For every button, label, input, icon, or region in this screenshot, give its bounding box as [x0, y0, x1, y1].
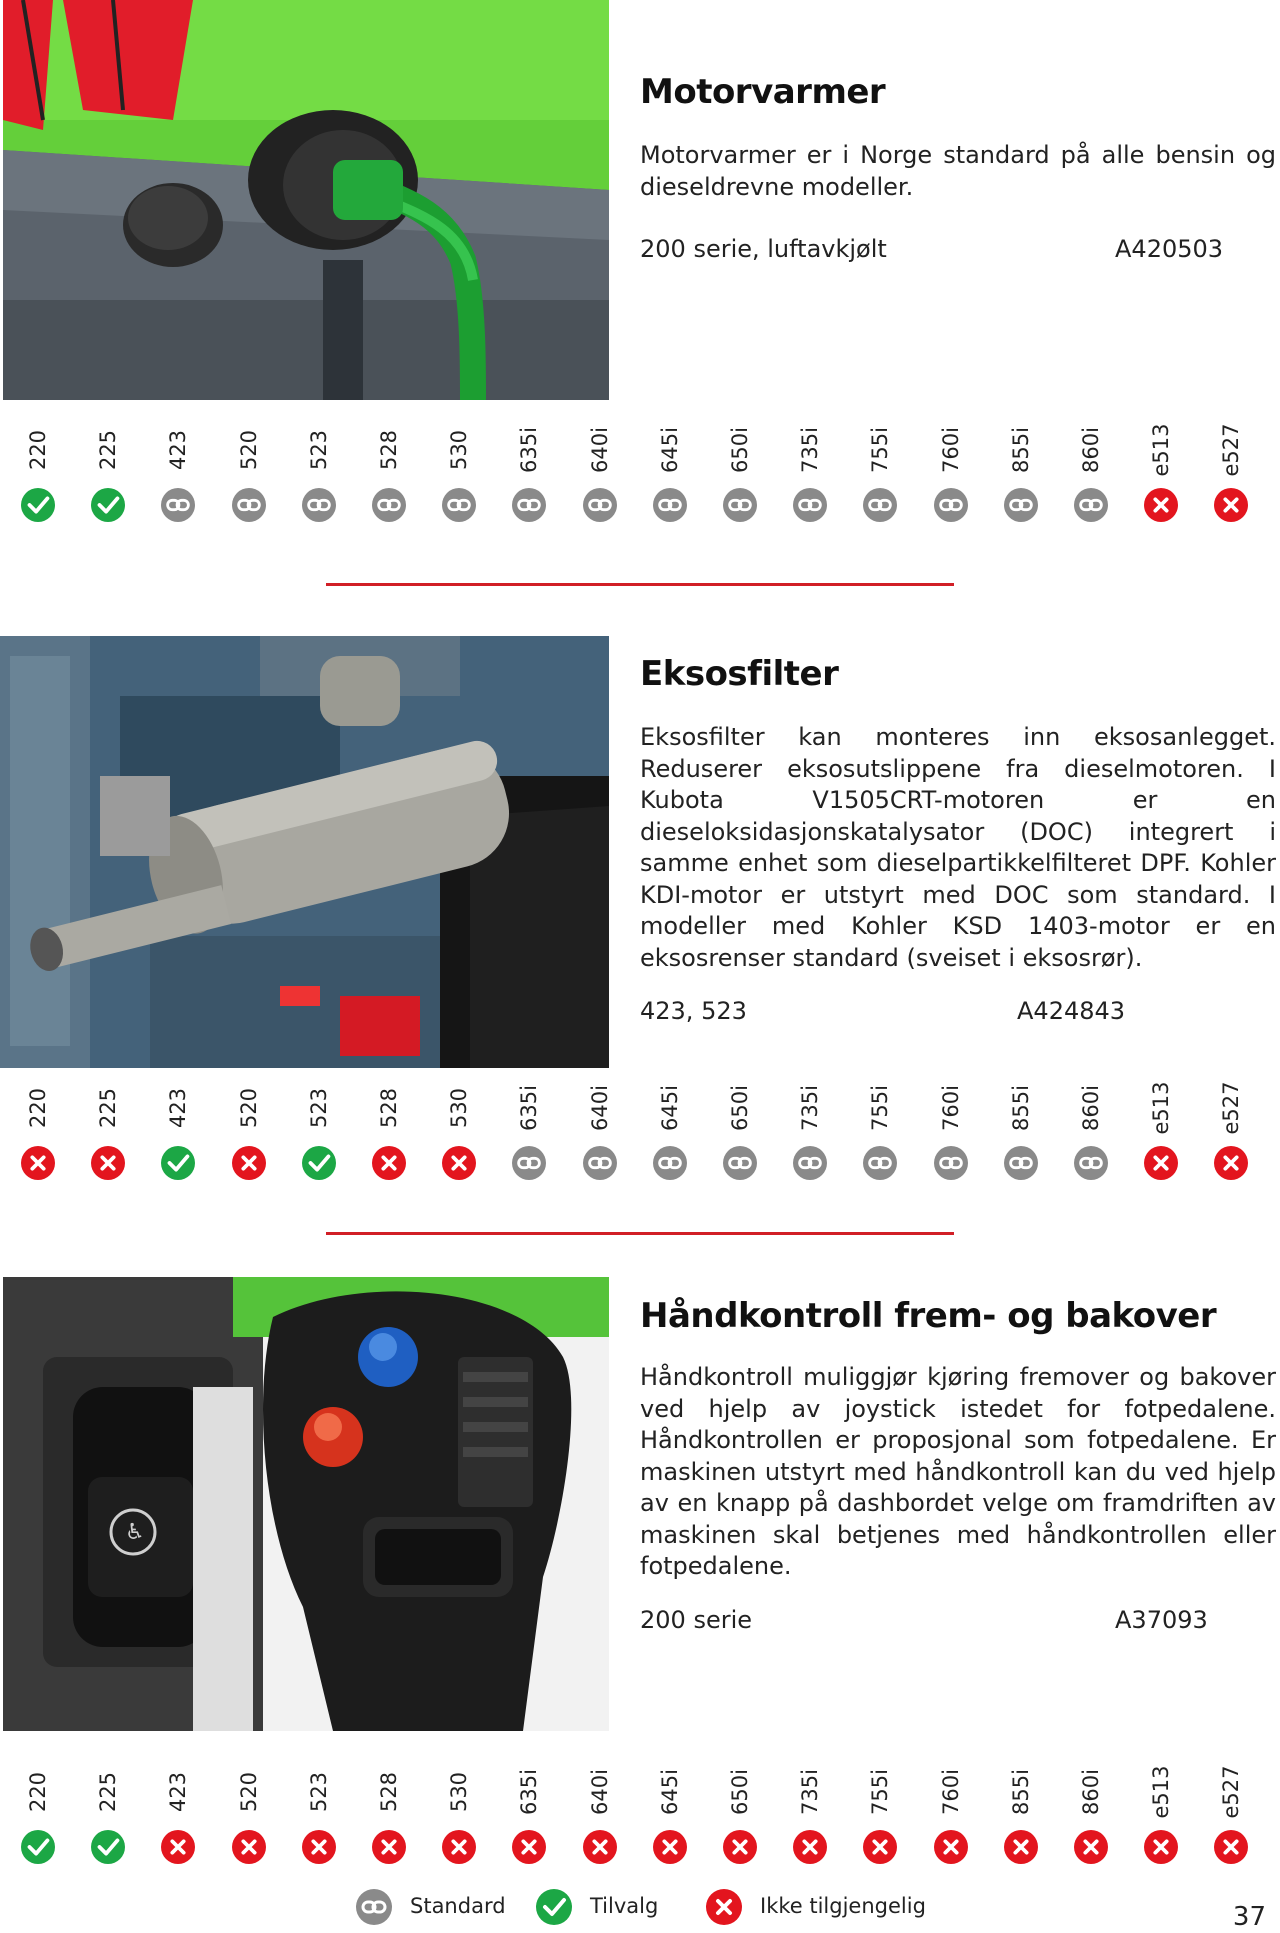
model-column — [640, 1086, 700, 1196]
model-label: 225 — [96, 1771, 121, 1813]
model-column — [78, 428, 138, 538]
exhaust-filter-photo — [0, 636, 609, 1068]
model-column — [8, 1770, 68, 1880]
model-column — [499, 1770, 559, 1880]
check-icon — [21, 488, 55, 522]
part-number: A420503 — [1115, 235, 1224, 263]
model-label: 528 — [377, 1771, 401, 1813]
model-column — [359, 1086, 419, 1196]
link-icon — [1074, 1146, 1108, 1180]
model-column — [429, 1086, 489, 1196]
model-label: 523 — [306, 1771, 331, 1813]
model-column — [219, 1086, 279, 1196]
link-icon — [583, 1146, 617, 1180]
model-label: 520 — [236, 1087, 261, 1129]
page-number: 37 — [1232, 1902, 1266, 1932]
model-label: 860i — [1079, 1085, 1103, 1131]
model-column — [1201, 423, 1261, 538]
link-icon — [161, 488, 195, 522]
model-column — [710, 1770, 770, 1880]
model-column — [1131, 1081, 1191, 1196]
model-column — [148, 1086, 208, 1196]
link-icon — [512, 1146, 546, 1180]
variant-models: 200 serie, luftavkjølt — [640, 235, 887, 263]
model-label: 220 — [26, 1087, 50, 1129]
model-label: 640i — [587, 427, 612, 473]
link-icon — [372, 488, 406, 522]
model-label: 860i — [1079, 427, 1103, 473]
model-column — [499, 1086, 559, 1196]
model-label: 528 — [377, 429, 401, 471]
model-column — [710, 428, 770, 538]
model-column — [780, 1770, 840, 1880]
cross-icon — [583, 1830, 617, 1864]
model-label: 520 — [236, 1771, 261, 1813]
model-column — [8, 1086, 68, 1196]
model-column — [1131, 1765, 1191, 1880]
model-label: 755i — [868, 1769, 893, 1815]
variant-models: 200 serie — [640, 1606, 753, 1634]
model-column — [921, 1770, 981, 1880]
model-column — [850, 1086, 910, 1196]
model-label: 640i — [587, 1769, 612, 1815]
model-column — [570, 1086, 630, 1196]
cross-icon — [723, 1830, 757, 1864]
cross-icon — [653, 1830, 687, 1864]
model-label: 760i — [938, 1085, 963, 1131]
model-label: 520 — [236, 429, 261, 471]
link-icon — [232, 488, 266, 522]
check-icon — [91, 488, 125, 522]
model-label: 530 — [447, 1771, 472, 1813]
link-icon — [723, 1146, 757, 1180]
model-label: 530 — [447, 1087, 472, 1129]
model-column — [1131, 423, 1191, 538]
model-column — [850, 1770, 910, 1880]
link-icon — [793, 488, 827, 522]
link-icon — [442, 488, 476, 522]
cross-icon — [512, 1830, 546, 1864]
engine-heater-photo — [3, 0, 609, 400]
link-icon — [934, 1146, 968, 1180]
model-column — [991, 1086, 1051, 1196]
model-column — [148, 1770, 208, 1880]
model-column — [499, 428, 559, 538]
model-label: 755i — [868, 427, 893, 473]
model-column — [148, 428, 208, 538]
cross-icon — [1214, 1830, 1248, 1864]
link-icon — [653, 1146, 687, 1180]
cross-icon — [1214, 1146, 1248, 1180]
legend-ikke-label: Ikke tilgjengelig — [760, 1894, 926, 1918]
model-column — [219, 1770, 279, 1880]
section-divider — [326, 583, 954, 586]
model-column — [429, 428, 489, 538]
section-divider — [326, 1232, 954, 1235]
cross-icon — [1144, 1830, 1178, 1864]
link-icon — [863, 488, 897, 522]
model-column — [1201, 1765, 1261, 1880]
model-label: 635i — [517, 1769, 542, 1815]
model-column — [1201, 1081, 1261, 1196]
variant-models: 423, 523 — [640, 997, 747, 1025]
model-label: 225 — [96, 1087, 121, 1129]
model-label: 423 — [166, 429, 191, 471]
cross-icon — [161, 1830, 195, 1864]
model-column — [289, 1086, 349, 1196]
model-column — [429, 1770, 489, 1880]
cross-icon — [21, 1146, 55, 1180]
model-column — [780, 1086, 840, 1196]
section-description: Motorvarmer er i Norge standard på alle bensin og dieseldrevne modeller. — [640, 141, 1276, 201]
section-description: Eksosfilter kan monteres inn eksosanlegget. Reduserer eksosutslippene fra dieselmotoren. I Kubota V1505CRT-motoren er en dieseloksidasjonskatalysator (DOC) integrert i samme enhet som dieselpartikkelfilteret DPF. Kohler KDI-motor er utstyrt med DOC som standard. I modeller med Kohler KSD 1403-motor er en eksosrenser standard (sveiset i eksosrør). — [640, 723, 1276, 972]
cross-icon — [372, 1830, 406, 1864]
link-icon — [512, 488, 546, 522]
model-column — [1061, 1086, 1121, 1196]
model-column — [710, 1086, 770, 1196]
model-availability-grid — [0, 423, 1280, 538]
link-icon — [302, 488, 336, 522]
model-label: e527 — [1219, 423, 1244, 477]
model-label: 225 — [96, 429, 121, 471]
legend — [0, 1889, 1280, 1929]
model-label: e527 — [1219, 1081, 1244, 1135]
model-label: 760i — [938, 1769, 963, 1815]
model-label: 855i — [1008, 427, 1033, 473]
cross-icon — [302, 1830, 336, 1864]
cross-icon — [232, 1146, 266, 1180]
model-label: 860i — [1079, 1769, 1103, 1815]
check-icon — [91, 1830, 125, 1864]
cross-icon — [1214, 488, 1248, 522]
model-label: e527 — [1219, 1765, 1244, 1819]
link-icon — [583, 488, 617, 522]
section-description: Håndkontroll muliggjør kjøring fremover og bakover ved hjelp av joystick istedet for fotpedalene. Håndkontrollen er proposjonal som fotpedalene. Er maskinen utstyrt med håndkontroll kan du ved hjelp av en knapp på dashbordet velge om framdriften av maskinen skal betjenes med håndkontrollen eller fotpedalene. — [640, 1363, 1276, 1580]
section-title: Håndkontroll frem- og bakover — [640, 1296, 1217, 1336]
model-label: 528 — [377, 1087, 401, 1129]
cross-icon — [1004, 1830, 1038, 1864]
model-label: 735i — [798, 1085, 823, 1131]
cross-icon — [372, 1146, 406, 1180]
model-column — [570, 1770, 630, 1880]
link-icon — [1004, 488, 1038, 522]
check-icon — [21, 1830, 55, 1864]
model-label: 755i — [868, 1085, 893, 1131]
model-label: 735i — [798, 427, 823, 473]
model-column — [780, 428, 840, 538]
cross-icon — [442, 1146, 476, 1180]
model-label: 220 — [26, 1771, 50, 1813]
model-availability-grid — [0, 1081, 1280, 1196]
link-icon — [863, 1146, 897, 1180]
cross-icon — [442, 1830, 476, 1864]
model-label: 855i — [1008, 1769, 1033, 1815]
model-label: e513 — [1149, 1081, 1174, 1135]
model-label: e513 — [1149, 1765, 1174, 1819]
link-icon — [653, 488, 687, 522]
model-column — [570, 428, 630, 538]
model-column — [78, 1086, 138, 1196]
model-column — [359, 1770, 419, 1880]
model-label: 635i — [517, 427, 542, 473]
cross-icon — [863, 1830, 897, 1864]
model-column — [359, 428, 419, 538]
hand-control-photo — [3, 1277, 609, 1731]
model-label: 423 — [166, 1087, 191, 1129]
model-label: 855i — [1008, 1085, 1033, 1131]
model-column — [1061, 428, 1121, 538]
model-label: 220 — [26, 429, 50, 471]
section-title: Eksosfilter — [640, 654, 839, 694]
legend-tilvalg-label: Tilvalg — [590, 1894, 659, 1918]
model-column — [991, 428, 1051, 538]
link-icon — [356, 1889, 392, 1925]
model-label: 650i — [728, 1085, 752, 1131]
model-label: 760i — [938, 427, 963, 473]
model-column — [219, 428, 279, 538]
cross-icon — [91, 1146, 125, 1180]
model-label: 645i — [657, 427, 682, 473]
model-column — [289, 1770, 349, 1880]
model-label: 645i — [657, 1769, 682, 1815]
link-icon — [793, 1146, 827, 1180]
model-label: 423 — [166, 1771, 191, 1813]
model-column — [1061, 1770, 1121, 1880]
model-column — [921, 428, 981, 538]
model-column — [289, 428, 349, 538]
model-label: 735i — [798, 1769, 823, 1815]
model-column — [640, 428, 700, 538]
link-icon — [723, 488, 757, 522]
cross-icon — [706, 1889, 742, 1925]
model-label: 650i — [728, 1769, 752, 1815]
model-column — [850, 428, 910, 538]
legend-standard-label: Standard — [410, 1894, 506, 1918]
link-icon — [934, 488, 968, 522]
model-label: 523 — [306, 1087, 331, 1129]
model-label: e513 — [1149, 423, 1174, 477]
link-icon — [1004, 1146, 1038, 1180]
svg-text:♿: ♿ — [125, 1520, 145, 1545]
model-label: 523 — [306, 429, 331, 471]
model-label: 650i — [728, 427, 752, 473]
cross-icon — [934, 1830, 968, 1864]
model-label: 635i — [517, 1085, 542, 1131]
model-column — [640, 1770, 700, 1880]
model-column — [8, 428, 68, 538]
cross-icon — [793, 1830, 827, 1864]
check-icon — [161, 1146, 195, 1180]
part-number: A37093 — [1115, 1606, 1208, 1634]
model-label: 530 — [447, 429, 472, 471]
part-number: A424843 — [1017, 997, 1126, 1025]
model-column — [991, 1770, 1051, 1880]
cross-icon — [232, 1830, 266, 1864]
model-availability-grid — [0, 1765, 1280, 1880]
model-label: 640i — [587, 1085, 612, 1131]
cross-icon — [1074, 1830, 1108, 1864]
model-column — [78, 1770, 138, 1880]
cross-icon — [1144, 488, 1178, 522]
model-label: 645i — [657, 1085, 682, 1131]
link-icon — [1074, 488, 1108, 522]
model-column — [921, 1086, 981, 1196]
check-icon — [302, 1146, 336, 1180]
section-title: Motorvarmer — [640, 72, 886, 112]
cross-icon — [1144, 1146, 1178, 1180]
check-icon — [536, 1889, 572, 1925]
